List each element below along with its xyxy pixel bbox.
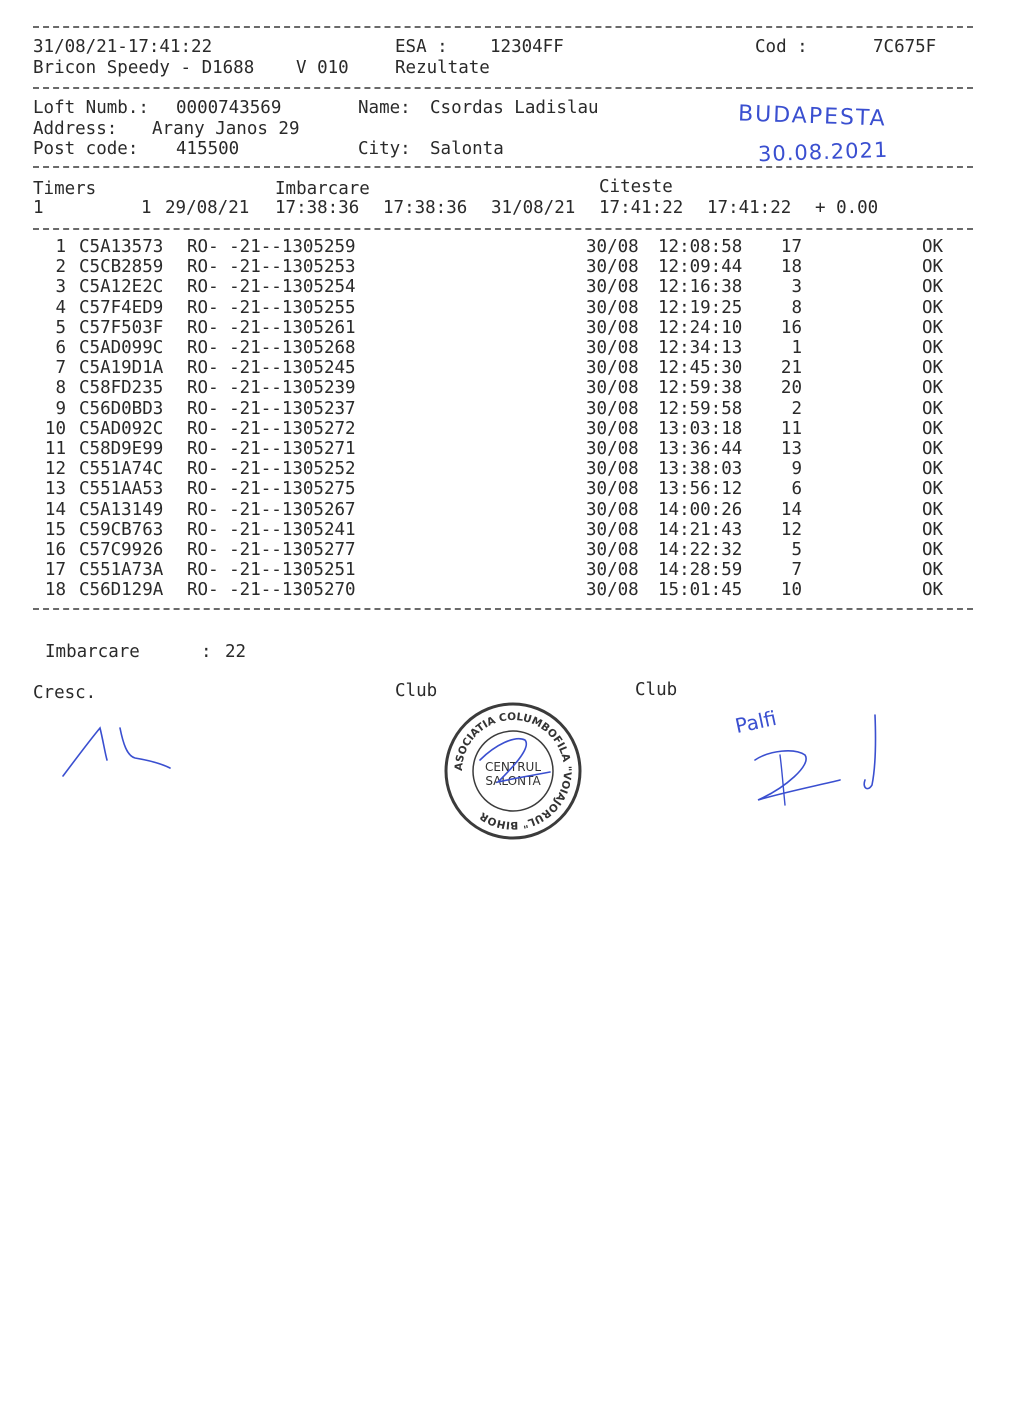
ring-number: RO- -21--1305239: [187, 378, 356, 399]
loft-number: 0000743569: [176, 98, 282, 118]
table-row: [33, 439, 963, 459]
table-row: [33, 378, 963, 398]
arrival-time: 14:21:43: [658, 519, 743, 540]
ring-number: RO- -21--1305259: [187, 237, 356, 257]
table-row: [33, 419, 963, 439]
table-row: [33, 500, 963, 520]
clock-offset: + 0.00: [815, 198, 879, 218]
status-ok: OK: [922, 459, 944, 480]
chip-id: C58D9E99: [79, 439, 164, 459]
chip-id: C5AD099C: [79, 338, 164, 358]
status-ok: OK: [922, 560, 944, 581]
arrival-date: 30/08: [586, 418, 639, 439]
row-number: 17: [44, 560, 66, 581]
post-code-label: Post code:: [33, 139, 139, 159]
row-number: 11: [44, 439, 66, 459]
arrival-time: 14:28:59: [658, 560, 743, 581]
club-label-1: Club: [395, 681, 438, 701]
status-ok: OK: [922, 338, 944, 358]
chip-id: C57F503F: [79, 317, 164, 338]
imbarcare-header: Imbarcare: [275, 179, 370, 199]
chip-id: C56D129A: [79, 580, 164, 601]
chip-id: C57F4ED9: [79, 297, 164, 318]
club-signature-note: Palfi: [732, 705, 779, 739]
arrival-time: 12:59:58: [658, 398, 743, 419]
position: 13: [780, 439, 802, 459]
arrival-date: 30/08: [586, 277, 639, 298]
row-number: 14: [44, 499, 66, 520]
chip-id: C5A12E2C: [79, 277, 164, 298]
arrival-time: 12:24:10: [658, 317, 743, 338]
row-number: 16: [44, 540, 66, 560]
arrival-date: 30/08: [586, 540, 639, 560]
arrival-date: 30/08: [586, 338, 639, 358]
citeste-time-2: 17:41:22: [707, 198, 792, 218]
address-label: Address:: [33, 119, 118, 139]
arrival-time: 13:36:44: [658, 439, 743, 459]
stamp-center-line-2: SALONTA: [485, 774, 541, 788]
club-stamp: [440, 700, 586, 842]
separator-line: [33, 608, 973, 610]
row-number: 9: [55, 398, 66, 419]
separator-line: [33, 26, 973, 28]
position: 16: [780, 317, 802, 338]
ring-number: RO- -21--1305267: [187, 499, 356, 520]
row-number: 1: [55, 237, 66, 257]
ring-number: RO- -21--1305241: [187, 519, 356, 540]
status-ok: OK: [922, 479, 944, 500]
arrival-date: 30/08: [586, 257, 639, 278]
arrival-time: 12:08:58: [658, 237, 743, 257]
row-number: 7: [55, 358, 66, 379]
club-signature: [750, 710, 890, 810]
status-ok: OK: [922, 237, 944, 257]
cresc-signature: [55, 718, 185, 788]
position: 3: [791, 277, 802, 298]
table-row: [33, 399, 963, 419]
club-label-2: Club: [635, 680, 678, 700]
table-row: [33, 479, 963, 499]
esa-label: ESA :: [395, 37, 448, 57]
ring-number: RO- -21--1305272: [187, 418, 356, 439]
row-number: 10: [44, 418, 66, 439]
status-ok: OK: [922, 297, 944, 318]
status-ok: OK: [922, 378, 944, 399]
status-ok: OK: [922, 257, 944, 278]
status-ok: OK: [922, 358, 944, 379]
arrival-time: 12:16:38: [658, 277, 743, 298]
position: 6: [791, 479, 802, 500]
status-ok: OK: [922, 499, 944, 520]
stamp-ring-text: ASOCIATIA COLUMBOFILA "VOIAJORUL" BIHOR: [452, 710, 574, 832]
arrival-time: 14:22:32: [658, 540, 743, 560]
row-number: 18: [44, 580, 66, 601]
chip-id: C5A13149: [79, 499, 164, 520]
arrival-time: 12:59:38: [658, 378, 743, 399]
row-number: 5: [55, 317, 66, 338]
imbarcare-time: 17:38:36: [275, 198, 360, 218]
arrival-date: 30/08: [586, 560, 639, 581]
ring-number: RO- -21--1305270: [187, 580, 356, 601]
arrival-date: 30/08: [586, 459, 639, 480]
city-value: Salonta: [430, 139, 504, 159]
arrival-time: 12:19:25: [658, 297, 743, 318]
arrival-date: 30/08: [586, 499, 639, 520]
address-value: Arany Janos 29: [152, 119, 300, 139]
ring-number: RO- -21--1305268: [187, 338, 356, 358]
arrival-date: 30/08: [586, 439, 639, 459]
report-title: Rezultate: [395, 58, 490, 78]
arrival-time: 13:03:18: [658, 418, 743, 439]
table-row: [33, 338, 963, 358]
row-number: 6: [55, 338, 66, 358]
timer-number: 1: [33, 198, 44, 218]
position: 20: [780, 378, 802, 399]
table-row: [33, 560, 963, 580]
ring-number: RO- -21--1305255: [187, 297, 356, 318]
table-row: [33, 277, 963, 297]
position: 14: [780, 499, 802, 520]
chip-id: C59CB763: [79, 519, 164, 540]
row-number: 15: [44, 519, 66, 540]
ring-number: RO- -21--1305275: [187, 479, 356, 500]
cod-label: Cod :: [755, 37, 808, 57]
ring-number: RO- -21--1305252: [187, 459, 356, 480]
handwritten-race-location: BUDAPESTA: [737, 101, 888, 132]
arrival-time: 13:56:12: [658, 479, 743, 500]
ring-number: RO- -21--1305251: [187, 560, 356, 581]
stamp-center-line-1: CENTRUL: [484, 760, 542, 774]
esa-value: 12304FF: [490, 37, 564, 57]
name-label: Name:: [358, 98, 411, 118]
row-number: 2: [55, 257, 66, 278]
arrival-date: 30/08: [586, 580, 639, 601]
ring-number: RO- -21--1305261: [187, 317, 356, 338]
position: 5: [791, 540, 802, 560]
chip-id: C5A19D1A: [79, 358, 164, 379]
position: 8: [791, 297, 802, 318]
status-ok: OK: [922, 580, 944, 601]
row-number: 4: [55, 297, 66, 318]
status-ok: OK: [922, 398, 944, 419]
imbarcare-total-value: 22: [225, 642, 247, 662]
position: 18: [780, 257, 802, 278]
position: 7: [791, 560, 802, 581]
citeste-date: 31/08/21: [491, 198, 576, 218]
row-number: 8: [55, 378, 66, 399]
arrival-date: 30/08: [586, 479, 639, 500]
table-row: [33, 358, 963, 378]
chip-id: C551A73A: [79, 560, 164, 581]
arrival-time: 13:38:03: [658, 459, 743, 480]
print-datetime: 31/08/21-17:41:22: [33, 37, 213, 57]
row-number: 3: [55, 277, 66, 298]
device-name: Bricon Speedy - D1688: [33, 58, 255, 78]
status-ok: OK: [922, 519, 944, 540]
arrival-date: 30/08: [586, 519, 639, 540]
table-row: [33, 540, 963, 560]
position: 1: [791, 338, 802, 358]
chip-id: C551AA53: [79, 479, 164, 500]
row-number: 12: [44, 459, 66, 480]
post-code-value: 415500: [176, 139, 240, 159]
arrival-date: 30/08: [586, 398, 639, 419]
citeste-header: Citeste: [599, 177, 673, 197]
ring-number: RO- -21--1305253: [187, 257, 356, 278]
arrival-date: 30/08: [586, 378, 639, 399]
imbarcare-date: 29/08/21: [165, 198, 250, 218]
table-row: [33, 237, 963, 257]
ring-number: RO- -21--1305254: [187, 277, 356, 298]
table-row: [33, 580, 963, 600]
chip-id: C58FD235: [79, 378, 164, 399]
position: 17: [780, 237, 802, 257]
chip-id: C551A74C: [79, 459, 164, 480]
arrival-time: 15:01:45: [658, 580, 743, 601]
position: 11: [780, 418, 802, 439]
table-row: [33, 318, 963, 338]
status-ok: OK: [922, 317, 944, 338]
arrival-time: 12:09:44: [658, 257, 743, 278]
position: 2: [791, 398, 802, 419]
arrival-time: 14:00:26: [658, 499, 743, 520]
imbarcare-total-sep: :: [201, 642, 212, 662]
cresc-label: Cresc.: [33, 683, 97, 703]
row-number: 13: [44, 479, 66, 500]
separator-line: [33, 228, 973, 230]
separator-line: [33, 87, 973, 89]
status-ok: OK: [922, 277, 944, 298]
ring-number: RO- -21--1305277: [187, 540, 356, 560]
arrival-date: 30/08: [586, 297, 639, 318]
table-row: [33, 520, 963, 540]
arrival-time: 12:45:30: [658, 358, 743, 379]
position: 9: [791, 459, 802, 480]
chip-id: C5CB2859: [79, 257, 164, 278]
device-version: V 010: [296, 58, 349, 78]
status-ok: OK: [922, 439, 944, 459]
ring-number: RO- -21--1305245: [187, 358, 356, 379]
position: 12: [780, 519, 802, 540]
arrival-time: 12:34:13: [658, 338, 743, 358]
handwritten-race-date: 30.08.2021: [757, 137, 889, 167]
ring-number: RO- -21--1305237: [187, 398, 356, 419]
position: 10: [780, 580, 802, 601]
imbarcare-total-label: Imbarcare: [45, 642, 140, 662]
arrival-date: 30/08: [586, 358, 639, 379]
arrival-date: 30/08: [586, 237, 639, 257]
ring-number: RO- -21--1305271: [187, 439, 356, 459]
status-ok: OK: [922, 540, 944, 560]
fancier-name: Csordas Ladislau: [430, 98, 599, 118]
loft-label: Loft Numb.:: [33, 98, 149, 118]
position: 21: [780, 358, 802, 379]
arrival-date: 30/08: [586, 317, 639, 338]
table-row: [33, 459, 963, 479]
chip-id: C5AD092C: [79, 418, 164, 439]
table-row: [33, 298, 963, 318]
chip-id: C57C9926: [79, 540, 164, 560]
table-row: [33, 257, 963, 277]
timer-unit: 1: [141, 198, 152, 218]
imbarcare-time-2: 17:38:36: [383, 198, 468, 218]
timers-label: Timers: [33, 179, 97, 199]
chip-id: C5A13573: [79, 237, 164, 257]
separator-line: [33, 166, 973, 168]
city-label: City:: [358, 139, 411, 159]
cod-value: 7C675F: [873, 37, 937, 57]
citeste-time: 17:41:22: [599, 198, 684, 218]
status-ok: OK: [922, 418, 944, 439]
chip-id: C56D0BD3: [79, 398, 164, 419]
